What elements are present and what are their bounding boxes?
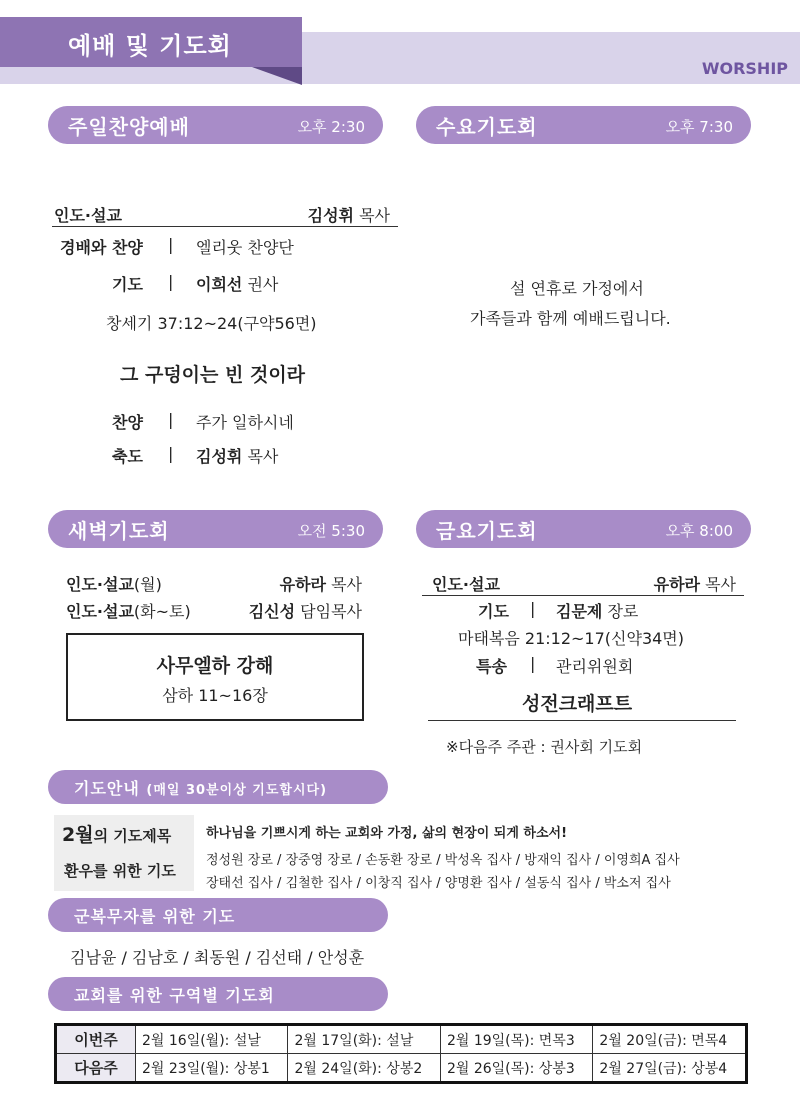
dawn-leader-1: 유하라 목사 <box>279 575 362 594</box>
dawn-leader-label-1: 인도·설교(월) <box>66 575 162 594</box>
row-label: 다음주 <box>56 1054 136 1083</box>
table-cell: 2월 24일(화): 상봉2 <box>288 1054 440 1083</box>
dawn-service-title: 새벽기도회 <box>68 519 170 543</box>
friday-service-time: 오후 8:00 <box>665 522 733 540</box>
table-cell: 2월 17일(화): 설날 <box>288 1025 440 1054</box>
row-label: 이번주 <box>56 1025 136 1054</box>
prayer-guide-title: 기도안내 (매일 30분이상 기도합시다) <box>74 779 328 798</box>
sunday-scripture: 창세기 37:12~24(구약56면) <box>106 314 317 333</box>
district-prayer-title: 교회를 위한 구역별 기도회 <box>74 986 275 1005</box>
sunday-service-time: 오후 2:30 <box>297 118 365 136</box>
sunday-hymn-label: 찬양 <box>112 413 143 432</box>
military-names: 김남윤 / 김남호 / 최동원 / 김선태 / 안성훈 <box>70 948 365 967</box>
table-cell: 2월 16일(월): 설날 <box>136 1025 288 1054</box>
sunday-prayer: 이희선 권사 <box>196 275 279 294</box>
friday-leader: 유하라 목사 <box>653 575 736 594</box>
prayer-theme: 하나님을 기쁘시게 하는 교회와 가정, 삶의 현장이 되게 하소서! <box>206 826 568 841</box>
separator: | <box>168 235 174 254</box>
header-tab-fold <box>252 67 302 85</box>
friday-special-value: 관리위원회 <box>556 657 634 676</box>
sunday-sermon-title: 그 구덩이는 빈 것이라 <box>120 364 306 386</box>
divider <box>428 720 736 721</box>
table-row <box>56 1025 747 1054</box>
friday-prayer: 김문제 장로 <box>556 602 639 621</box>
sunday-service-banner <box>48 106 383 144</box>
divider <box>52 226 398 227</box>
dawn-service-time: 오전 5:30 <box>297 522 365 540</box>
friday-service-title: 금요기도회 <box>436 519 538 543</box>
friday-next-host: ※다음주 주관 : 권사회 기도회 <box>446 738 643 756</box>
military-prayer-banner <box>48 898 388 932</box>
table-cell: 2월 23일(월): 상봉1 <box>136 1054 288 1083</box>
separator: | <box>530 654 536 673</box>
friday-prayer-label: 기도 <box>478 602 509 621</box>
sunday-prayer-label: 기도 <box>112 275 143 294</box>
separator: | <box>168 444 174 463</box>
sunday-praise-label: 경배와 찬양 <box>60 238 143 257</box>
sunday-leader-label: 인도·설교 <box>54 206 122 225</box>
wednesday-note-line2: 가족들과 함께 예배드립니다. <box>470 309 671 328</box>
friday-scripture: 마태복음 21:12~17(신약34면) <box>458 629 684 648</box>
sunday-service-title: 주일찬양예배 <box>68 115 190 139</box>
wednesday-service-title: 수요기도회 <box>436 115 538 139</box>
table-row <box>56 1054 747 1083</box>
table-cell: 2월 27일(금): 상봉4 <box>593 1054 747 1083</box>
separator: | <box>168 272 174 291</box>
table-cell: 2월 26일(목): 상봉3 <box>440 1054 592 1083</box>
friday-service-banner <box>416 510 751 548</box>
sick-list-line1: 정성원 장로 / 장중영 장로 / 손동환 장로 / 박성옥 집사 / 방재익 집사 / 이영희A 집사 <box>206 853 680 868</box>
sunday-blessing: 김성휘 목사 <box>196 447 279 466</box>
prayer-month-topic: 2월의 기도제목 <box>62 824 172 846</box>
wednesday-service-time: 오후 7:30 <box>665 118 733 136</box>
friday-leader-label: 인도·설교 <box>432 575 500 594</box>
sunday-leader: 김성휘 목사 <box>307 206 390 225</box>
sunday-praise-value: 엘리웃 찬양단 <box>196 238 294 257</box>
dawn-sermon-title: 사무엘하 강해 <box>156 655 274 677</box>
sunday-blessing-label: 축도 <box>112 447 143 466</box>
page-subtitle: WORSHIP <box>701 59 788 78</box>
separator: | <box>168 410 174 429</box>
dawn-leader-label-2: 인도·설교(화~토) <box>66 602 191 621</box>
table-cell: 2월 20일(금): 면목4 <box>593 1025 747 1054</box>
prayer-guide-banner <box>48 770 388 804</box>
divider <box>422 595 744 596</box>
wednesday-note-line1: 설 연휴로 가정에서 <box>510 279 644 298</box>
sick-list-line2: 장태선 집사 / 김철한 집사 / 이창직 집사 / 양명환 집사 / 설동식 집사 / 박소저 집사 <box>206 876 671 891</box>
separator: | <box>530 599 536 618</box>
sick-prayer-label: 환우를 위한 기도 <box>64 862 176 880</box>
dawn-sermon-scripture: 삼하 11~16장 <box>162 686 268 705</box>
friday-special-label: 특송 <box>476 657 507 676</box>
military-prayer-title: 군복무자를 위한 기도 <box>74 907 236 926</box>
district-prayer-banner <box>48 977 388 1011</box>
district-schedule-table <box>54 1023 748 1084</box>
dawn-leader-2: 김신성 담임목사 <box>248 602 362 621</box>
wednesday-service-banner <box>416 106 751 144</box>
dawn-service-banner <box>48 510 383 548</box>
friday-sermon-title: 성전크래프트 <box>522 693 633 715</box>
page-title: 예배 및 기도회 <box>68 32 232 60</box>
table-cell: 2월 19일(목): 면목3 <box>440 1025 592 1054</box>
sunday-hymn-value: 주가 일하시네 <box>196 413 294 432</box>
